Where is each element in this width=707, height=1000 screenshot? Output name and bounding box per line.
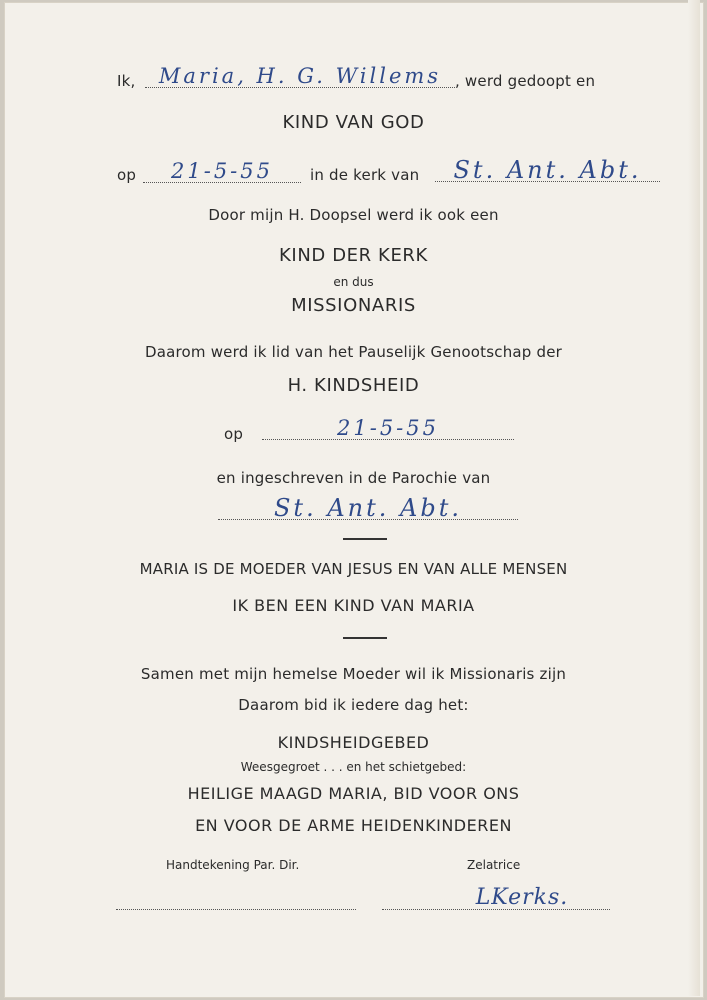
divider-1 [343,538,387,540]
parochie-handwritten: St. Ant. Abt. [273,494,462,522]
membership-date-field[interactable] [262,412,514,440]
handtekening-field[interactable] [116,890,356,910]
baptism-date-field[interactable] [143,155,301,183]
handtekening-label: Handtekening Par. Dir. [166,858,300,872]
kind-maria-text: IK BEN EEN KIND VAN MARIA [232,596,475,615]
op-label-1: op [117,166,137,184]
baptism-date-handwritten: 21-5-55 [171,159,273,183]
samen-text: Samen met mijn hemelse Moeder wil ik Missionaris zijn [140,665,567,683]
membership-date-handwritten: 21-5-55 [337,416,439,440]
daarom-lid-text: Daarom werd ik lid van het Pauselijk Genootschap der [144,343,563,361]
divider-2 [343,637,387,639]
in-de-kerk-text: in de kerk van [310,166,420,184]
daarom-bid-text: Daarom bid ik iedere dag het: [238,696,469,714]
name-handwritten: Maria, H. G. Willems [158,64,442,88]
op-label-2: op [224,425,244,443]
missionaris-heading: MISSIONARIS [291,295,416,316]
h-kindsheid-heading: H. KINDSHEID [287,375,420,396]
name-field[interactable] [145,60,455,88]
church-handwritten: St. Ant. Abt. [453,156,642,184]
doopsel-text: Door mijn H. Doopsel werd ik ook een [208,206,499,224]
church-field[interactable] [435,152,660,182]
zelatrice-label: Zelatrice [467,858,521,872]
maria-moeder-text: MARIA IS DE MOEDER VAN JESUS EN VAN ALLE MENSEN [139,560,568,578]
kind-van-god-heading: KIND VAN GOD [282,112,425,133]
paper-edge [688,0,700,996]
kind-der-kerk-heading: KIND DER KERK [279,245,428,266]
weesgegroet-text: Weesgegroet . . . en het schietgebed: [240,760,467,774]
zelatrice-signature: LKerks. [475,885,569,910]
gedoopt-text: , werd gedoopt en [455,72,596,90]
zelatrice-field[interactable] [382,875,610,910]
parochie-field[interactable] [218,490,518,520]
ingeschreven-text: en ingeschreven in de Parochie van [216,469,491,487]
en-dus-text: en dus [333,275,374,289]
heilige-text: HEILIGE MAAGD MARIA, BID VOOR ONS [187,784,520,803]
kindsheidgebed-heading: KINDSHEIDGEBED [277,733,430,752]
arme-text: EN VOOR DE ARME HEIDENKINDEREN [195,816,512,835]
ik-label: Ik, [117,72,136,90]
